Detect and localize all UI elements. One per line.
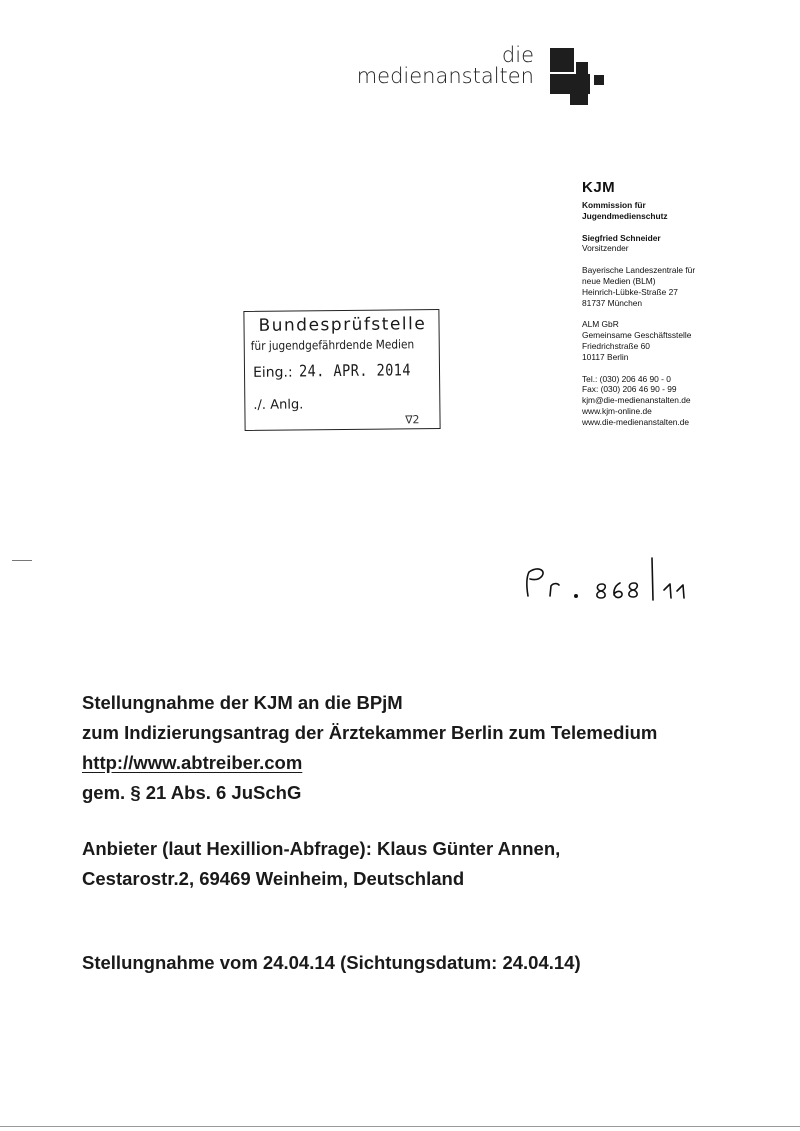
fax: Fax: (030) 206 46 90 - 99: [582, 384, 677, 395]
address-line: neue Medien (BLM): [582, 275, 656, 286]
receipt-stamp: [243, 309, 440, 431]
address-line: ALM GbR: [582, 319, 619, 330]
stamp-attachments-label: Anlg.: [270, 397, 304, 413]
person-role: Vorsitzender: [582, 243, 629, 254]
scan-edge-line: [0, 1126, 800, 1127]
handwritten-reference: [522, 556, 722, 610]
address-blm: [582, 265, 792, 308]
phone: Tel.: (030) 206 46 90 - 0: [582, 373, 671, 384]
logo-line-2: medienanstalten: [356, 64, 534, 88]
org-full-line-2: Jugendmedienschutz: [582, 210, 668, 221]
address-line: Heinrich-Lübke-Straße 27: [582, 286, 678, 297]
org-full-line-1: Kommission für: [582, 200, 646, 210]
medienanstalten-logo: [356, 43, 620, 106]
chair-person: [582, 233, 792, 255]
website-link[interactable]: www.kjm-online.de: [582, 405, 652, 416]
person-name: Siegfried Schneider: [582, 232, 661, 243]
scan-mark: [12, 560, 32, 561]
stamp-received-date: 24. APR. 2014: [298, 360, 411, 381]
statement-date: Stellungnahme vom 24.04.14 (Sichtungsdatum: 24.04.14): [82, 952, 581, 973]
legal-basis: gem. § 21 Abs. 6 JuSchG: [82, 782, 302, 803]
stamp-attachments: [253, 397, 303, 413]
logo-squares-icon: [550, 48, 620, 106]
contact-info: [582, 374, 792, 428]
stamp-received-label: Eing.:: [252, 364, 293, 381]
sender-sidebar: [582, 180, 792, 439]
statement-subject: zum Indizierungsantrag der Ärztekammer Berlin zum Telemedium: [82, 722, 658, 743]
logo-wordmark: [356, 43, 534, 88]
address-line: 10117 Berlin: [582, 351, 629, 362]
telemedium-link[interactable]: http://www.abtreiber.com: [82, 752, 303, 773]
stamp-title: Bundesprüfstelle: [258, 314, 427, 336]
provider-line-1: Anbieter (laut Hexillion-Abfrage): Klaus Günter Annen,: [82, 838, 561, 859]
address-alm: [582, 319, 792, 362]
stamp-subtitle: für jugendgefährdende Medien: [250, 337, 415, 353]
address-line: Bayerische Landeszentrale für: [582, 265, 696, 276]
statement-title: Stellungnahme der KJM an die BPjM: [82, 692, 403, 713]
org-short-name: KJM: [582, 179, 616, 196]
address-line: Friedrichstraße 60: [582, 340, 650, 351]
provider-line-2: Cestarostr.2, 69469 Weinheim, Deutschland: [82, 868, 465, 889]
stamp-initials: ∇2: [405, 413, 420, 427]
address-line: Gemeinsame Geschäftsstelle: [582, 330, 692, 341]
logo-line-1: die: [501, 43, 534, 67]
email-link[interactable]: kjm@die-medienanstalten.de: [582, 395, 691, 406]
statement-header: [82, 688, 657, 978]
stamp-received: [253, 360, 431, 381]
website-link[interactable]: www.die-medienanstalten.de: [582, 416, 690, 427]
stamp-attachments-value: ./.: [253, 397, 267, 413]
address-line: 81737 München: [582, 297, 643, 308]
org-full-name: [582, 200, 792, 222]
